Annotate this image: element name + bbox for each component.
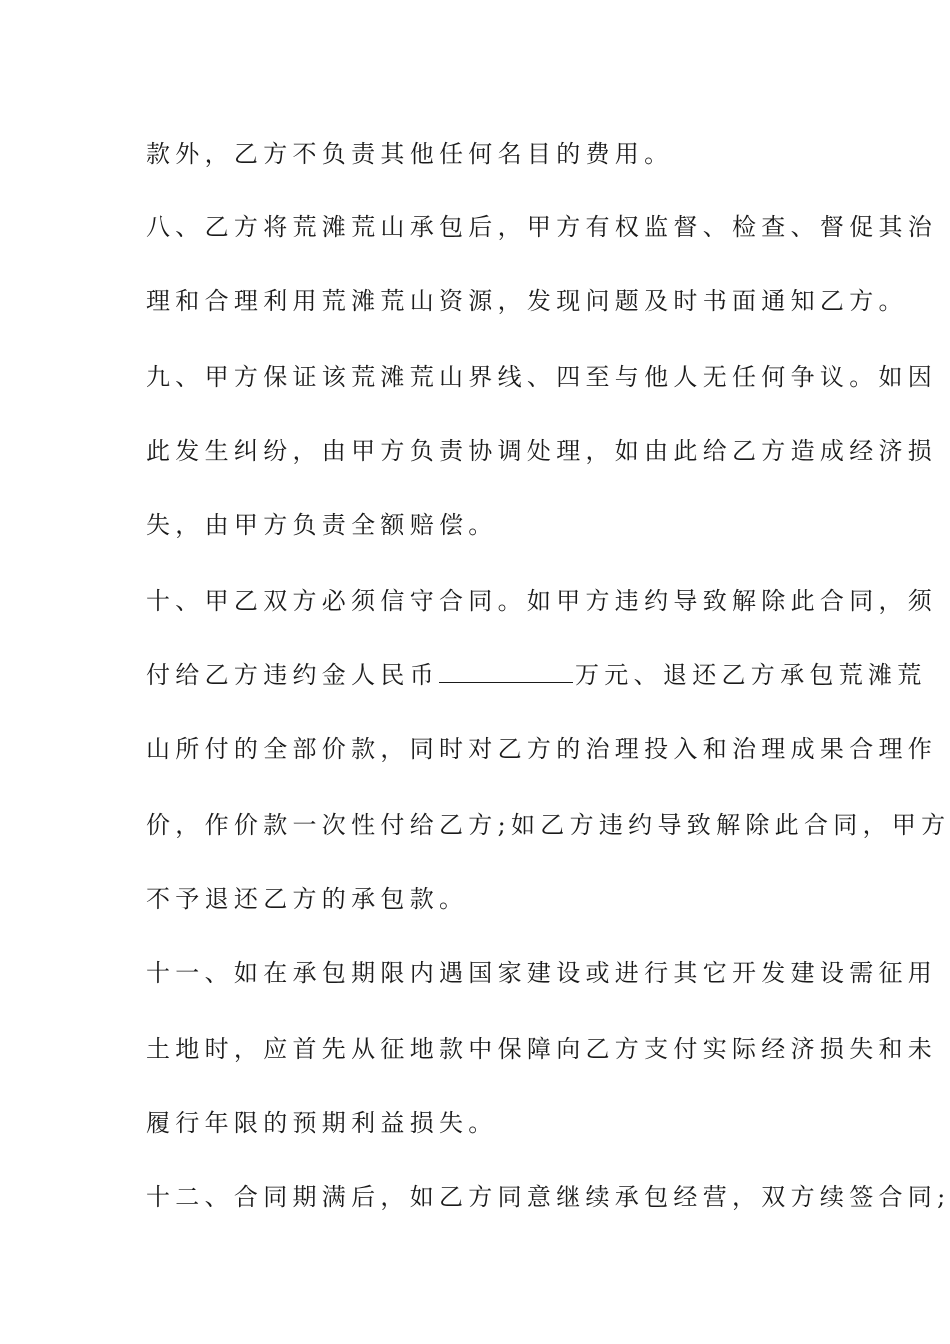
text-line: 不予退还乙方的承包款。 — [146, 885, 469, 913]
text-line: 失，由甲方负责全额赔偿。 — [146, 511, 498, 539]
text-line: 款外，乙方不负责其他任何名目的费用。 — [146, 140, 674, 168]
text-line: 土地时，应首先从征地款中保障向乙方支付实际经济损失和未 — [146, 1035, 938, 1063]
text-line: 履行年限的预期利益损失。 — [146, 1109, 498, 1137]
text-line: 山所付的全部价款，同时对乙方的治理投入和治理成果合理作 — [146, 735, 938, 763]
amount-blank — [439, 660, 573, 683]
text-line: 十二、合同期满后，如乙方同意继续承包经营，双方续签合同; — [146, 1183, 950, 1211]
text-line: 价，作价款一次性付给乙方;如乙方违约导致解除此合同，甲方 — [146, 811, 950, 839]
text-line-with-blank — [146, 660, 927, 690]
text-line: 九、甲方保证该荒滩荒山界线、四至与他人无任何争议。如因 — [146, 363, 938, 391]
text-line: 此发生纠纷，由甲方负责协调处理，如由此给乙方造成经济损 — [146, 437, 938, 465]
text-line: 十一、如在承包期限内遇国家建设或进行其它开发建设需征用 — [146, 959, 938, 987]
blank-prefix: 付给乙方违约金人民币 — [146, 661, 439, 689]
text-line: 十、甲乙双方必须信守合同。如甲方违约导致解除此合同，须 — [146, 587, 938, 615]
text-line: 理和合理利用荒滩荒山资源，发现问题及时书面通知乙方。 — [146, 287, 908, 315]
text-line: 八、乙方将荒滩荒山承包后，甲方有权监督、检查、督促其治 — [146, 213, 938, 241]
blank-suffix: 万元、退还乙方承包荒滩荒 — [575, 661, 927, 689]
